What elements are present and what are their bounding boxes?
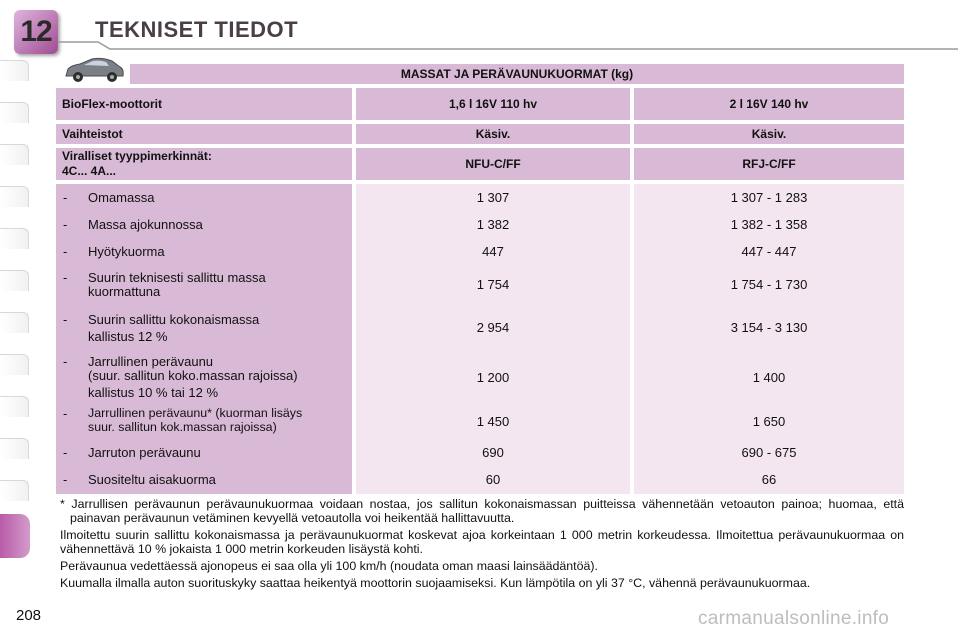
row-value-2: 1 400 — [752, 370, 786, 385]
row-label: Omamassa — [88, 190, 155, 205]
row-value-2: 66 — [761, 472, 777, 487]
row-dash: - — [63, 445, 68, 460]
row-value-1: 1 200 — [476, 370, 510, 385]
row-value-2: 690 - 675 — [741, 445, 797, 460]
row-label-cont: kuormattuna — [88, 284, 161, 299]
row-label: Suurin teknisesti sallittu massa — [88, 270, 266, 285]
chapter-tab — [0, 228, 29, 249]
chapter-number: 12 — [20, 15, 52, 48]
row-label: Jarruton perävaunu — [88, 445, 201, 460]
gearbox-label: Vaihteistot — [56, 124, 352, 144]
chapter-tab-rail — [0, 60, 30, 580]
engine-value-1: 1,6 l 16V 110 hv — [356, 88, 630, 120]
row-value-1: 60 — [485, 472, 501, 487]
row-value-1: 690 — [482, 445, 504, 460]
type-label-line2: 4C... 4A... — [62, 164, 117, 178]
note-paragraph: Ilmoitettu suurin sallittu kokonaismassa ja perävaunukuormat koskevat ajoa korkeintaan 1 000 metrin korkeudessa. Ilmoitettua perävaunukuormaa on vähennettävä 10 % jokaista 1 000 metrin korkeuden lisäystä kohti. — [60, 528, 904, 556]
row-label: Jarrullinen perävaunu* (kuorman lisäys — [88, 406, 303, 420]
row-dash: - — [63, 217, 68, 232]
chapter-tab — [0, 102, 29, 123]
chapter-tab — [0, 312, 29, 333]
chapter-tab — [0, 186, 29, 207]
type-value-2: RFJ-C/FF — [634, 148, 904, 180]
gearbox-value-1: Käsiv. — [356, 124, 630, 144]
chapter-tab — [0, 60, 29, 81]
row-value-2: 1 382 - 1 358 — [730, 217, 808, 232]
row-value-2: 447 - 447 — [741, 244, 797, 259]
row-dash: - — [63, 472, 68, 487]
row-value-1: 1 382 — [476, 217, 510, 232]
row-dash: - — [63, 406, 68, 421]
row-value-1: 2 954 — [476, 320, 510, 335]
row-value-2: 1 307 - 1 283 — [730, 190, 808, 205]
chapter-tab — [0, 270, 29, 291]
row-dash: - — [63, 354, 68, 369]
row-value-2: 3 154 - 3 130 — [730, 320, 808, 335]
engine-row — [56, 88, 904, 120]
watermark: carmanualsonline.info — [698, 608, 890, 629]
type-value-1: NFU-C/FF — [356, 148, 630, 180]
row-dash: - — [63, 190, 68, 205]
chapter-tab — [0, 144, 29, 165]
chapter-tab — [0, 438, 29, 459]
row-label-cont: (suur. sallitun koko.massan rajoissa) — [88, 368, 298, 383]
note-paragraph: Kuumalla ilmalla auton suorituskyky saattaa heikentyä moottorin suojaamiseksi. Kun lämpötila on yli 37 °C, vähennä perävaunukuormaa. — [60, 576, 811, 590]
engine-value-2: 2 l 16V 140 hv — [634, 88, 904, 120]
page-title: TEKNISET TIEDOT — [95, 17, 299, 42]
row-value-2: 1 650 — [752, 414, 786, 429]
row-value-1: 1 450 — [476, 414, 510, 429]
chapter-tab — [0, 480, 29, 501]
chapter-tab — [0, 354, 29, 375]
row-label-cont: kallistus 12 % — [88, 329, 168, 344]
row-value-2: 1 754 - 1 730 — [730, 277, 808, 292]
page-number: 208 — [16, 607, 42, 624]
car-icon — [62, 56, 126, 84]
row-value-1: 447 — [482, 244, 504, 259]
row-dash: - — [63, 312, 68, 327]
footnote: * Jarrullisen perävaunun perävaunukuormaa voidaan nostaa, jos sallitun kokonaismassan puitteissa vähennetään vetoauton painoa; huomaa, että painavan perävaunun vetäminen kevyellä vetoautolla voi heikentää hallittavuutta. — [60, 497, 904, 525]
row-value-1: 1 307 — [476, 190, 510, 205]
type-row — [56, 148, 904, 180]
chapter-tab-active — [0, 514, 30, 558]
row-label: Hyötykuorma — [88, 244, 165, 259]
row-label-cont: suur. sallitun kok.massan rajoissa) — [88, 420, 277, 434]
type-label — [56, 148, 352, 180]
row-dash: - — [63, 270, 68, 285]
row-label: Jarrullinen perävaunu — [88, 354, 214, 369]
type-label-line1: Viralliset tyyppimerkinnät: — [62, 149, 212, 163]
gearbox-value-2: Käsiv. — [634, 124, 904, 144]
engine-label: BioFlex-moottorit — [56, 88, 352, 120]
chapter-tab — [0, 396, 29, 417]
notes — [60, 497, 904, 593]
row-dash: - — [63, 244, 68, 259]
table-title: MASSAT JA PERÄVAUNUKUORMAT (kg) — [130, 64, 904, 84]
row-label: Suurin sallittu kokonaismassa — [88, 312, 260, 327]
row-label-cont: kallistus 10 % tai 12 % — [88, 385, 219, 400]
note-paragraph: Perävaunua vedettäessä ajonopeus ei saa olla yli 100 km/h (noudata oman maasi lainsäädäntöä). — [60, 559, 598, 573]
gearbox-row — [56, 124, 904, 144]
row-label: Suositeltu aisakuorma — [88, 472, 216, 487]
row-value-1: 1 754 — [476, 277, 510, 292]
row-label: Massa ajokunnossa — [88, 217, 203, 232]
chapter-badge — [14, 10, 58, 54]
